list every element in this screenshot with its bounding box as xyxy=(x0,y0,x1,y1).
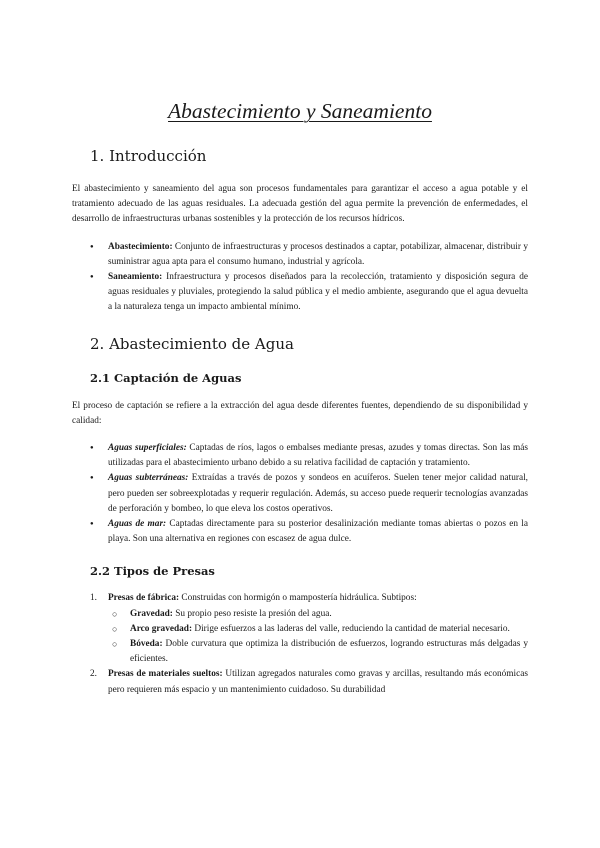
bullet-icon xyxy=(90,441,94,457)
term-label: Bóveda: xyxy=(130,639,163,650)
subsection-heading-captacion: 2.1 Captación de Aguas xyxy=(90,370,242,385)
item-text: Extraídas a través de pozos y sondeos en acuíferos. Suelen tener mejor calidad natural, pero pueden ser sobreexplotadas y requerir regulación. Además, su acceso puede requerir tecnologías avanzadas de perforación y bombeo, lo que eleva los costos operativos. xyxy=(108,473,528,514)
bullet-icon xyxy=(90,517,94,533)
term-label: Aguas de mar: xyxy=(108,519,167,530)
list-item xyxy=(72,591,528,667)
list-number: 2. xyxy=(90,669,97,680)
term-label: Presas de fábrica: xyxy=(108,593,180,604)
list-item xyxy=(72,270,528,316)
section-heading-abastecimiento: 2. Abastecimiento de Agua xyxy=(90,334,294,353)
list-item xyxy=(108,637,528,667)
document-title: Abastecimiento y Saneamiento xyxy=(168,99,432,123)
presas-numbered-list xyxy=(72,591,528,697)
list-item xyxy=(72,240,528,270)
term-label: Presas de materiales sueltos: xyxy=(108,669,223,680)
bullet-icon xyxy=(90,270,94,286)
term-label: Gravedad: xyxy=(130,608,173,619)
captacion-paragraph: El proceso de captación se refiere a la extracción del agua desde diferentes fuentes, dependiendo de su disponibilidad y calidad: xyxy=(72,400,528,426)
list-item xyxy=(72,441,528,471)
subsection-heading-presas: 2.2 Tipos de Presas xyxy=(90,564,215,579)
list-item xyxy=(72,517,528,547)
item-text: Infraestructura y procesos diseñados para la recolección, tratamiento y disposición segura de aguas residuales y pluviales, protegiendo la salud pública y el medio ambiente, asegurando que el agua devuelta a la naturaleza tenga un impacto ambiental mínimo. xyxy=(108,272,528,313)
circle-bullet-icon xyxy=(112,622,117,638)
term-label: Aguas subterráneas: xyxy=(108,473,189,484)
item-text: Conjunto de infraestructuras y procesos destinados a captar, potabilizar, almacenar, distribuir y suministrar agua apta para el consumo humano, industrial y agrícola. xyxy=(108,241,528,267)
item-text: Su propio peso resiste la presión del agua. xyxy=(172,608,332,619)
item-text: Captadas directamente para su posterior desalinización mediante tomas abiertas o pozos en la playa. Son una alternativa en regiones con escasez de agua dulce. xyxy=(108,519,528,545)
list-number: 1. xyxy=(90,593,97,604)
term-label: Saneamiento: xyxy=(108,272,163,283)
term-label: Aguas superficiales: xyxy=(108,443,187,454)
intro-paragraph: El abastecimiento y saneamiento del agua son procesos fundamentales para garantizar el acceso a agua potable y el tratamiento adecuado de las aguas residuales. La adecuada gestión del agua permite la prevención de enfermedades, el desarrollo de infraestructuras urbanas sostenibles y la protección de los recursos hídricos. xyxy=(72,184,528,225)
term-label: Abastecimiento: xyxy=(108,241,173,252)
section-heading-introduccion: 1. Introducción xyxy=(90,147,207,165)
subtype-list xyxy=(108,607,528,668)
bullet-icon xyxy=(90,471,94,487)
item-text: Doble curvatura que optimiza la distribución de esfuerzos, logrando estructuras más delgadas y eficientes. xyxy=(130,639,528,665)
item-text: Captadas de ríos, lagos o embalses mediante presas, azudes y tomas directas. Son las más utilizadas para el abastecimiento urbano debido a su relativa facilidad de captación y tratamiento. xyxy=(108,443,528,469)
term-label: Arco gravedad: xyxy=(130,623,193,634)
captacion-bullet-list xyxy=(72,441,528,547)
list-item xyxy=(108,622,528,637)
circle-bullet-icon xyxy=(112,607,117,623)
list-item xyxy=(72,471,528,517)
item-text: Dirige esfuerzos a las laderas del valle, reduciendo la cantidad de material necesario. xyxy=(192,623,510,634)
item-text: Construidas con hormigón o mampostería hidráulica. Subtipos: xyxy=(179,593,417,604)
item-text: Utilizan agregados naturales como gravas y arcillas, resultando más económicas pero requieren más espacio y un mantenimiento cuidadoso. Su durabilidad xyxy=(108,669,528,695)
list-item xyxy=(108,607,528,622)
bullet-icon xyxy=(90,240,94,256)
circle-bullet-icon xyxy=(112,637,117,653)
intro-bullet-list xyxy=(72,240,528,316)
list-item xyxy=(72,667,528,697)
